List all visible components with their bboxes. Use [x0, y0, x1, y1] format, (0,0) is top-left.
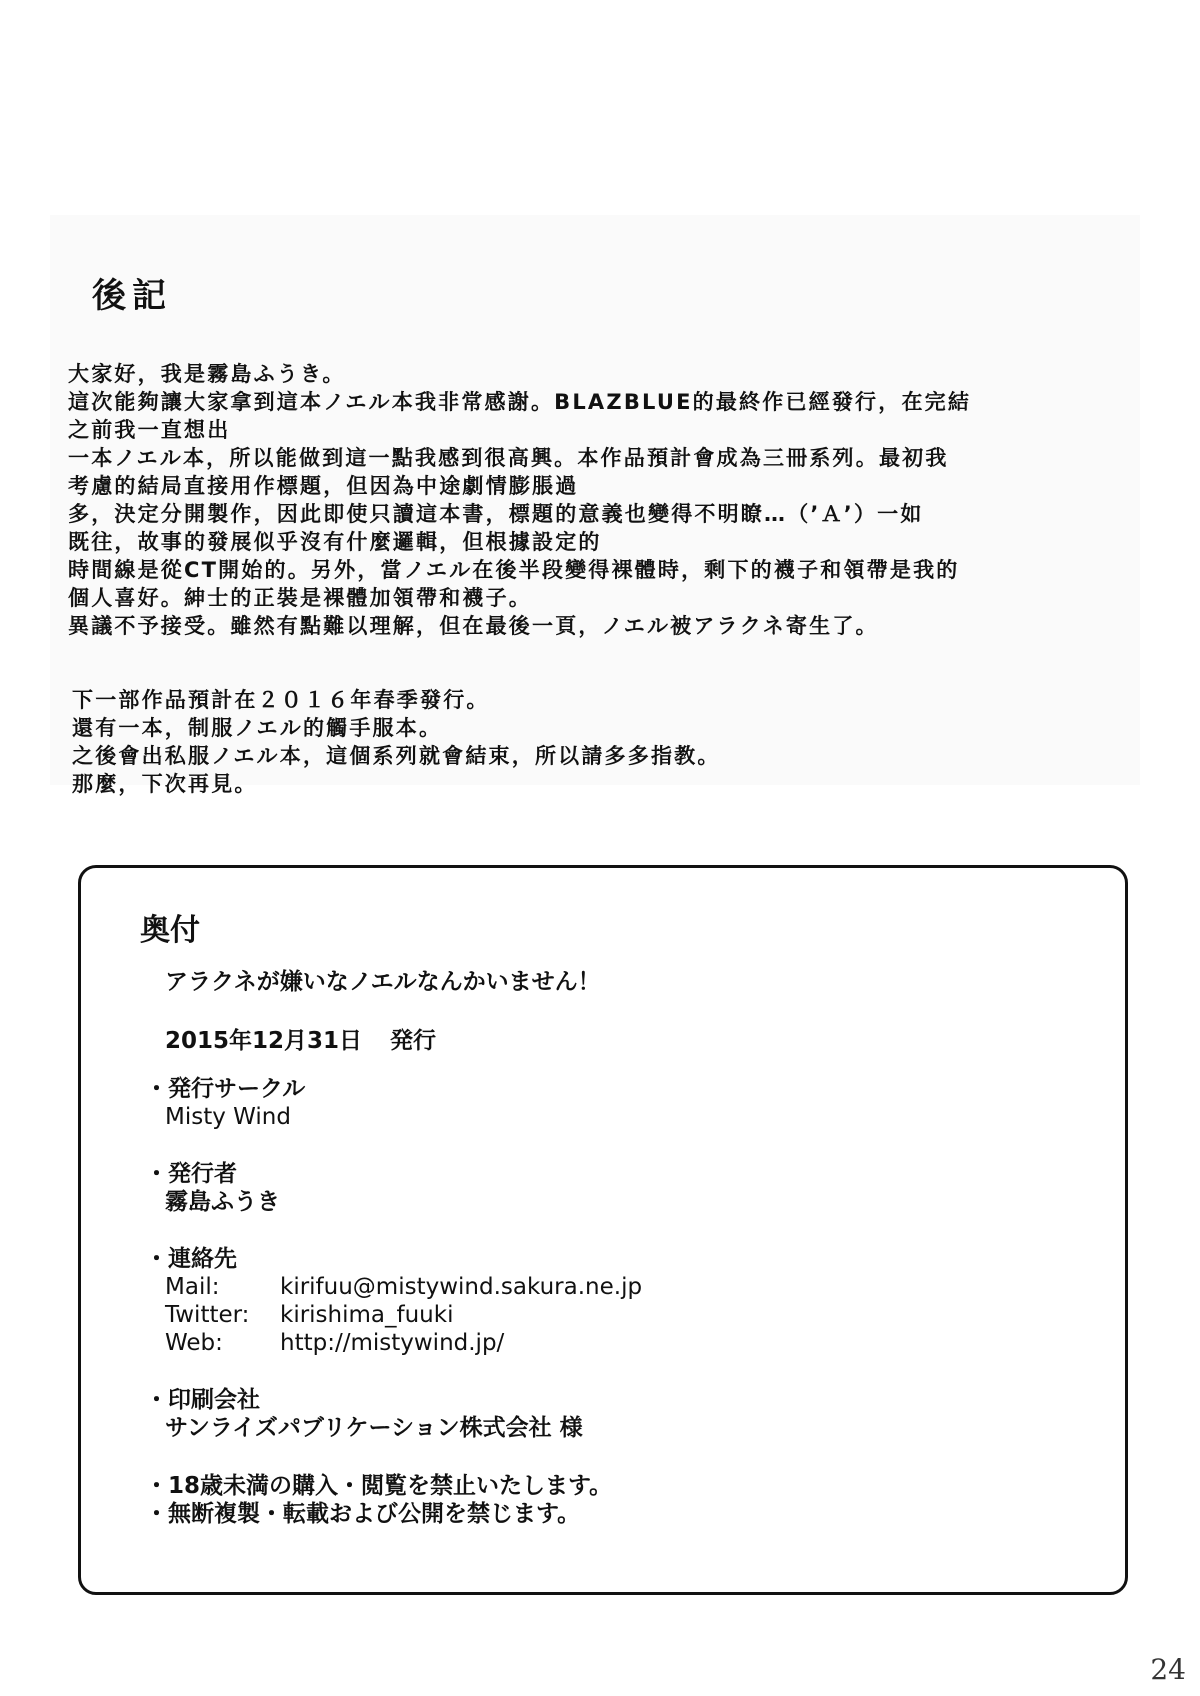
colophon-title: 奥付: [140, 913, 200, 948]
twitter-label: Twitter:: [165, 1302, 250, 1328]
date-suffix: 発行: [390, 1028, 437, 1054]
afterword-line: 一本ノエル本，所以能做到這一點我感到很高興。本作品預計會成為三冊系列。最初我: [68, 446, 949, 470]
contact-mail: [145, 1273, 642, 1301]
outro-line: 之後會出私服ノエル本，這個系列就會結束，所以請多多指教。: [72, 744, 721, 768]
afterword-line: 大家好，我是霧島ふうき。: [68, 362, 346, 386]
notice-no-reproduction: ・無断複製・転載および公開を禁じます。: [145, 1501, 581, 1527]
printer-heading: ・印刷会社: [145, 1387, 260, 1413]
circle-name: Misty Wind: [165, 1104, 291, 1130]
circle-section: [145, 1075, 305, 1131]
notices-section: [145, 1472, 612, 1528]
printer-name: サンライズパブリケーション株式会社 様: [165, 1415, 583, 1441]
publisher-heading: ・発行者: [145, 1161, 237, 1187]
afterword-line: 考慮的結局直接用作標題，但因為中途劇情膨脹過: [68, 474, 579, 498]
afterword-line: 多，決定分開製作，因此即使只讀這本書，標題的意義也變得不明瞭…（’Ａ’）一如: [68, 502, 924, 526]
page-number: 24: [1150, 1653, 1186, 1686]
afterword-line: 既往，故事的發展似乎沒有什麼邏輯，但根據設定的: [68, 530, 602, 554]
afterword-title: 後記: [92, 276, 172, 316]
publication-date: [165, 1022, 436, 1055]
mail-value: kirifuu@mistywind.sakura.ne.jp: [280, 1274, 643, 1300]
outro-line: 下一部作品預計在２０１６年春季發行。: [72, 688, 490, 712]
date-value: 2015年12月31日: [165, 1028, 363, 1054]
book-title: アラクネが嫌いなノエルなんかいません！: [165, 969, 601, 995]
printer-section: [145, 1386, 583, 1442]
afterword-body: [68, 360, 1128, 640]
web-value: http://mistywind.jp/: [280, 1330, 505, 1356]
publisher-name: 霧島ふうき: [165, 1189, 280, 1215]
afterword-outro: [72, 686, 721, 798]
circle-heading: ・発行サークル: [145, 1076, 306, 1102]
twitter-value: kirishima_fuuki: [280, 1302, 454, 1328]
notice-age-restriction: ・18歳未満の購入・閲覧を禁止いたします。: [145, 1473, 613, 1499]
contact-heading: ・連絡先: [145, 1246, 237, 1272]
contact-twitter: [145, 1301, 642, 1329]
mail-label: Mail:: [165, 1274, 220, 1300]
afterword-line: 這次能夠讓大家拿到這本ノエル本我非常感謝。BLAZBLUE的最終作已經發行，在完結: [68, 390, 972, 414]
outro-line: 那麼，下次再見。: [72, 772, 258, 796]
outro-line: 還有一本，制服ノエル的觸手服本。: [72, 716, 443, 740]
afterword-line: 時間線是從CT開始的。另外，當ノエル在後半段變得裸體時，剩下的襪子和領帶是我的: [68, 558, 960, 582]
contact-web: [145, 1329, 642, 1357]
afterword-line: 異議不予接受。雖然有點難以理解，但在最後一頁，ノエル被アラクネ寄生了。: [68, 614, 879, 638]
contact-section: [145, 1245, 642, 1357]
web-label: Web:: [165, 1330, 223, 1356]
publisher-section: [145, 1160, 280, 1216]
afterword-line: 個人喜好。紳士的正裝是裸體加領帶和襪子。: [68, 586, 532, 610]
afterword-line: 之前我一直想出: [68, 418, 231, 442]
